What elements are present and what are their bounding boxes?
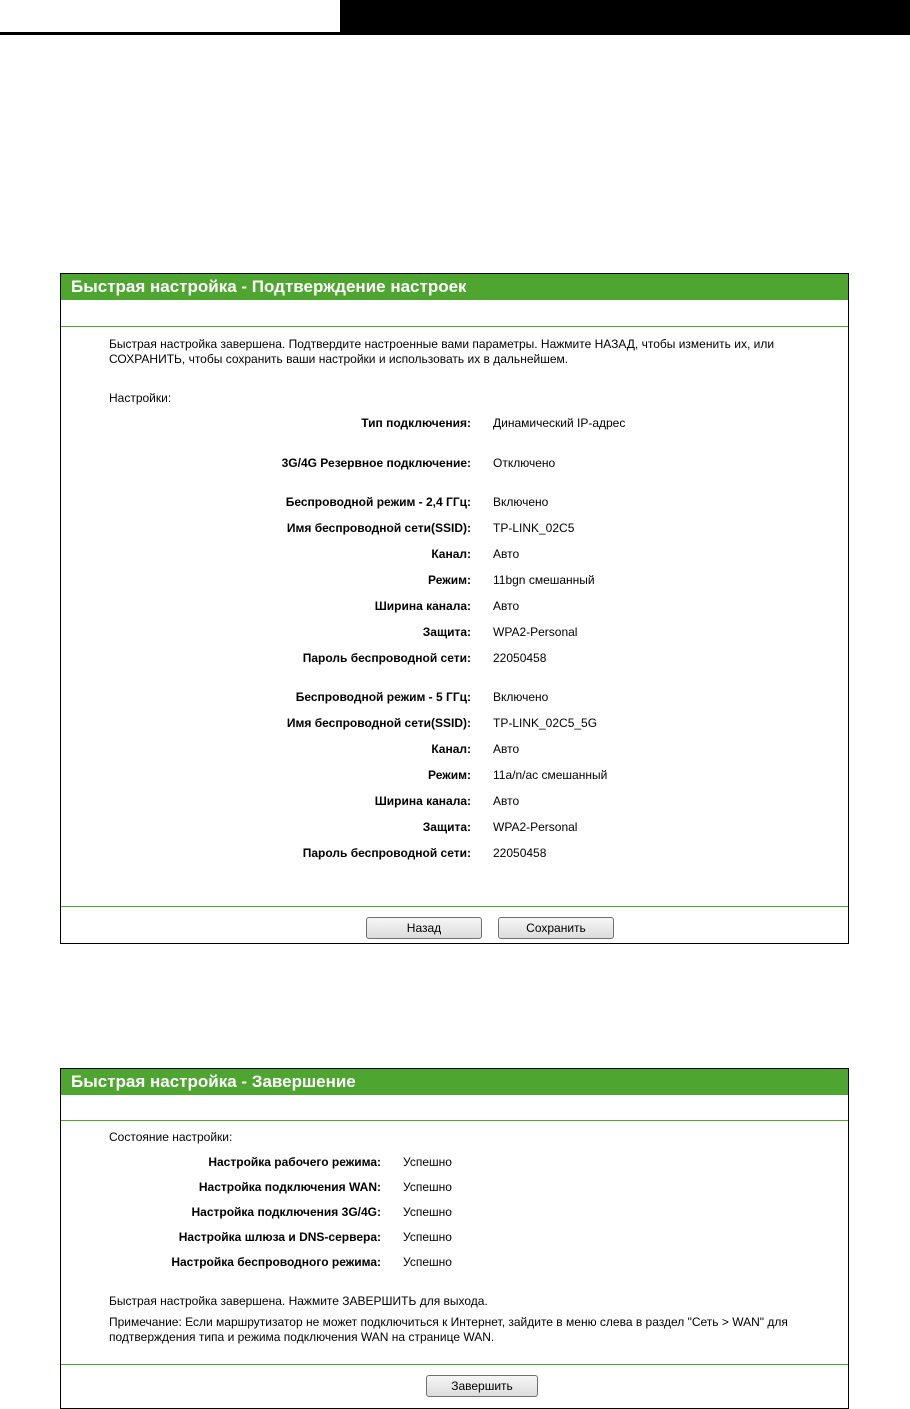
header-white-segment [0, 0, 340, 35]
confirm-top-divider [61, 326, 848, 327]
row-value: WPA2-Personal [493, 625, 578, 639]
row-value: TP-LINK_02C5 [493, 521, 575, 535]
row-value: Отключено [493, 456, 556, 470]
finish-bottom-divider [61, 1364, 848, 1365]
row-label: Канал: [431, 742, 471, 756]
row-label: Защита: [422, 820, 471, 834]
row-value: 11bgn смешанный [493, 573, 595, 587]
row-label: Тип подключения: [361, 416, 471, 430]
row-label: Защита: [422, 625, 471, 639]
status-row-value: Успешно [403, 1155, 452, 1169]
status-row-label: Настройка рабочего режима: [208, 1155, 381, 1169]
confirm-settings-panel [60, 273, 849, 944]
save-button[interactable]: Сохранить [498, 917, 614, 939]
finish-button[interactable]: Завершить [426, 1375, 538, 1397]
confirm-bottom-divider [61, 906, 848, 907]
row-label: Беспроводной режим - 5 ГГц: [295, 690, 471, 704]
row-label: 3G/4G Резервное подключение: [281, 456, 471, 470]
row-label: Ширина канала: [374, 599, 471, 613]
row-value: Включено [493, 495, 549, 509]
status-row-value: Успешно [403, 1230, 452, 1244]
status-row-label: Настройка подключения 3G/4G: [191, 1205, 381, 1219]
finish-panel-title: Быстрая настройка - Завершение [61, 1069, 848, 1097]
row-label: Пароль беспроводной сети: [302, 651, 471, 665]
header-black-segment [340, 0, 910, 35]
confirm-panel-title: Быстрая настройка - Подтверждение настроек [61, 274, 848, 302]
settings-heading: Настройки: [109, 391, 172, 405]
row-label: Имя беспроводной сети(SSID): [286, 521, 471, 535]
status-row-label: Настройка шлюза и DNS-сервера: [178, 1230, 381, 1244]
confirm-intro-text: Быстрая настройка завершена. Подтвердите настроенные вами параметры. Нажмите НАЗАД, чтобы изменить их, или СОХРАНИТЬ, чтобы сохранить ваши настройки и использовать их в дальнейшем. [109, 337, 775, 366]
finish-panel [60, 1068, 849, 1409]
back-button[interactable]: Назад [366, 917, 482, 939]
status-row-label: Настройка беспроводного режима: [171, 1255, 381, 1269]
status-row-value: Успешно [403, 1205, 452, 1219]
done-text: Быстрая настройка завершена. Нажмите ЗАВЕРШИТЬ для выхода. [109, 1294, 488, 1308]
row-label: Ширина канала: [374, 794, 471, 808]
row-label: Пароль беспроводной сети: [302, 846, 471, 860]
row-value: WPA2-Personal [493, 820, 578, 834]
row-label: Режим: [428, 768, 471, 782]
row-value: Авто [493, 599, 520, 613]
row-label: Имя беспроводной сети(SSID): [286, 716, 471, 730]
row-value: Включено [493, 690, 549, 704]
finish-top-divider [61, 1120, 848, 1121]
status-row-value: Успешно [403, 1255, 452, 1269]
row-value: Авто [493, 794, 520, 808]
row-value: Авто [493, 742, 520, 756]
row-value: 11a/n/ac смешанный [493, 768, 608, 782]
row-label: Беспроводной режим - 2,4 ГГц: [285, 495, 471, 509]
row-value: Авто [493, 547, 520, 561]
row-value: TP-LINK_02C5_5G [493, 716, 598, 730]
note-text: Примечание: Если маршрутизатор не может подключиться к Интернет, зайдите в меню слева в раздел "Сеть > WAN" для подтверждения типа и режима подключения WAN на странице WAN. [109, 1315, 788, 1344]
row-label: Канал: [431, 547, 471, 561]
page-header-bar [0, 0, 910, 35]
row-value: 22050458 [493, 846, 547, 860]
status-row-value: Успешно [403, 1180, 452, 1194]
row-label: Режим: [428, 573, 471, 587]
status-row-label: Настройка подключения WAN: [198, 1180, 381, 1194]
status-heading: Состояние настройки: [109, 1130, 233, 1144]
row-value: 22050458 [493, 651, 547, 665]
row-value: Динамический IP-адрес [493, 416, 626, 430]
